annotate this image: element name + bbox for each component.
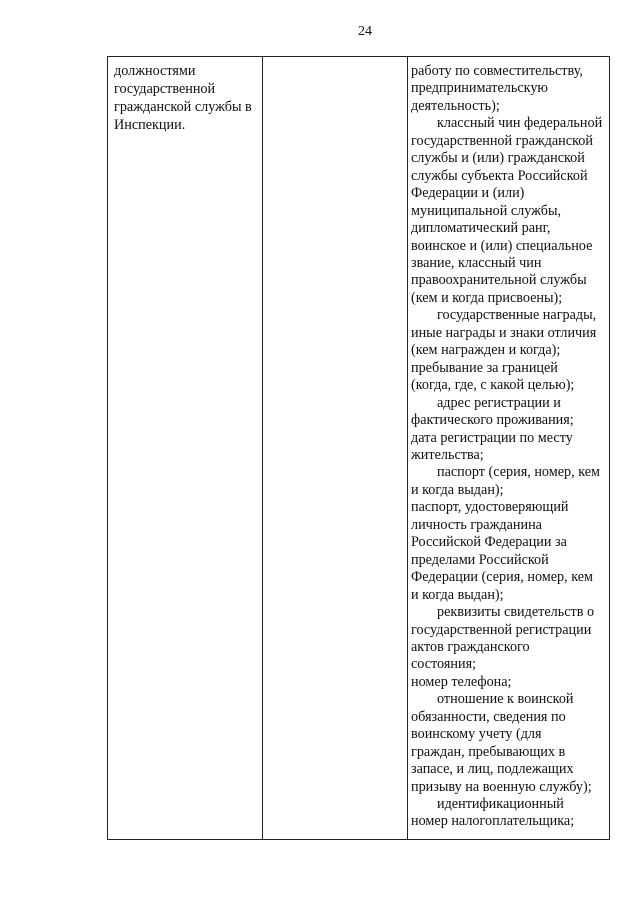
cell-text-line: гражданской службы в: [114, 99, 252, 115]
cell-text-line: паспорт, удостоверяющий: [411, 499, 569, 516]
cell-text-line: воинское и (или) специальное: [411, 237, 593, 254]
cell-text-line: (когда, где, с какой целью);: [411, 377, 575, 394]
cell-text-line: номер налогоплательщика;: [411, 813, 575, 830]
cell-text-line: обязанности, сведения по: [411, 708, 566, 725]
column-divider: [262, 57, 263, 839]
cell-text-line: работу по совместительству,: [411, 63, 583, 79]
position-cell: [114, 62, 260, 134]
cell-text-line: жительства;: [411, 446, 484, 463]
cell-text-line: должностями: [114, 63, 196, 79]
cell-text-line: (кем и когда присвоены);: [411, 289, 563, 306]
cell-text-line: государственной гражданской: [411, 132, 593, 149]
cell-text-line: звание, классный чин: [411, 254, 542, 271]
document-table: [107, 56, 610, 840]
cell-text-line: предпринимательскую: [411, 80, 549, 97]
cell-text-line: отношение к воинской: [437, 691, 574, 708]
cell-text-line: актов гражданского: [411, 638, 530, 655]
cell-text-line: Федерации и (или): [411, 185, 525, 202]
page-number: 24: [358, 24, 372, 39]
cell-text-line: и когда выдан);: [411, 586, 504, 603]
cell-text-line: призыву на военную службу);: [411, 778, 592, 795]
cell-text-line: состояния;: [411, 656, 477, 673]
cell-text-line: муниципальной службы,: [411, 202, 562, 219]
cell-text-line: воинскому учету (для: [411, 726, 542, 743]
cell-text-line: запасе, и лиц, подлежащих: [411, 761, 574, 778]
cell-text-line: пребывание за границей: [411, 359, 558, 376]
cell-text-line: личность гражданина: [411, 516, 542, 533]
cell-text-line: номер телефона;: [411, 673, 512, 690]
cell-text-line: дата регистрации по месту: [411, 429, 573, 446]
cell-text-line: Российской Федерации за: [411, 534, 567, 551]
cell-text-line: государственной: [114, 81, 216, 97]
cell-text-line: реквизиты свидетельств о: [437, 604, 595, 621]
cell-text-line: службы и (или) гражданской: [411, 150, 585, 167]
cell-text-line: и когда выдан);: [411, 481, 504, 498]
cell-text-line: дипломатический ранг,: [411, 220, 551, 237]
cell-text-line: пределами Российской: [411, 551, 549, 568]
cell-text-line: деятельность);: [411, 97, 500, 114]
cell-text-line: классный чин федеральной: [437, 115, 603, 132]
column-divider: [407, 57, 408, 839]
cell-text-line: фактического проживания;: [411, 412, 574, 429]
cell-text-line: граждан, пребывающих в: [411, 743, 566, 760]
cell-text-line: службы субъекта Российской: [411, 167, 588, 184]
cell-text-line: Инспекции.: [114, 117, 186, 133]
cell-text-line: Федерации (серия, номер, кем: [411, 569, 594, 586]
cell-text-line: правоохранительной службы: [411, 272, 587, 289]
data-list-cell: [411, 63, 611, 831]
cell-text-line: адрес регистрации и: [437, 394, 561, 411]
cell-text-line: (кем награжден и когда);: [411, 342, 561, 359]
cell-text-line: иные награды и знаки отличия: [411, 324, 597, 341]
cell-text-line: идентификационный: [437, 796, 564, 813]
cell-text-line: государственной регистрации: [411, 621, 592, 638]
cell-text-line: паспорт (серия, номер, кем: [437, 464, 601, 481]
cell-text-line: государственные награды,: [437, 307, 597, 324]
